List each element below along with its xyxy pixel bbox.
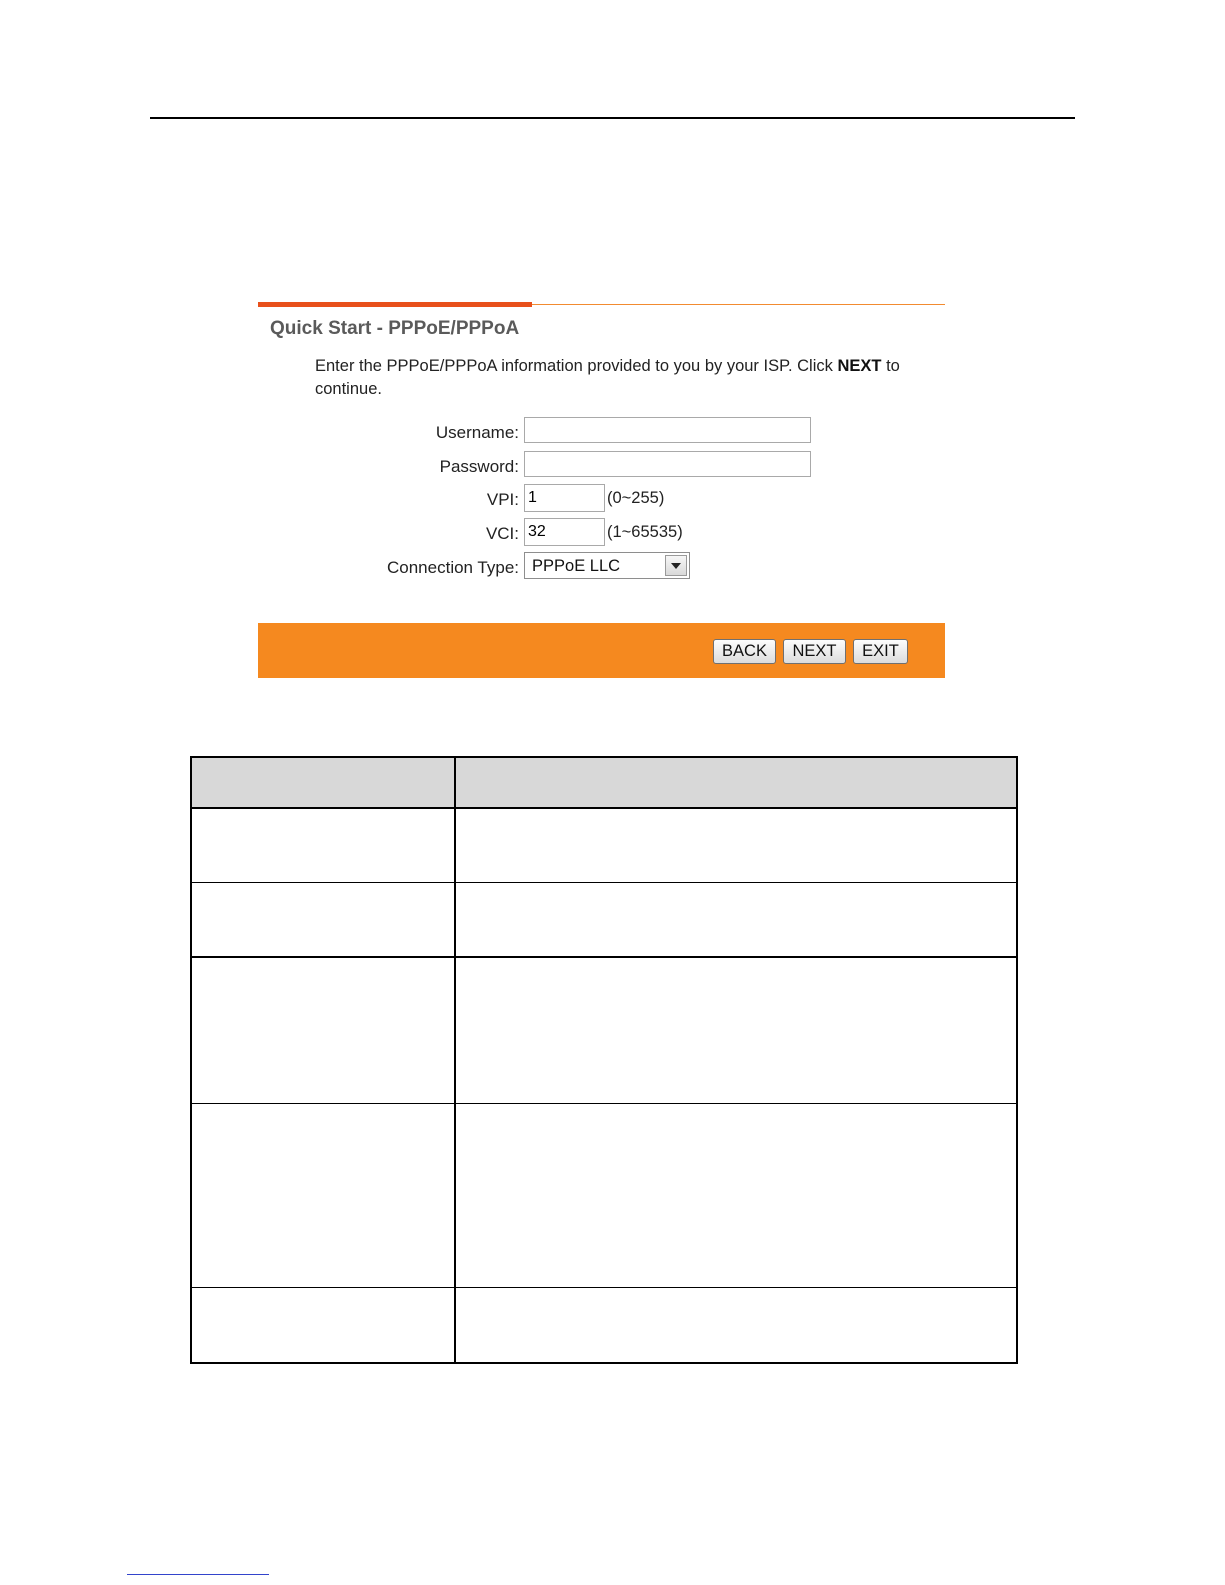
panel-top-tab — [258, 302, 532, 307]
username-label: Username: — [435, 423, 519, 442]
vpi-field[interactable] — [524, 484, 605, 512]
field-description-table — [190, 756, 1018, 1364]
table-border-top — [190, 756, 1018, 758]
table-column-divider — [454, 756, 456, 1364]
intro-text: Enter the PPPoE/PPPoA information provided to you by your ISP. Click — [315, 357, 838, 375]
chevron-down-icon[interactable] — [665, 555, 687, 576]
username-field[interactable] — [524, 417, 811, 443]
vpi-range-hint: (0~255) — [607, 489, 665, 507]
panel-title: Quick Start - PPPoE/PPPoA — [270, 318, 520, 339]
exit-button[interactable]: EXIT — [853, 639, 908, 664]
username-row — [258, 417, 945, 447]
vpi-row — [258, 484, 945, 514]
footer-link-underline — [127, 1574, 269, 1575]
vci-row — [258, 518, 945, 548]
connection-type-select[interactable] — [524, 552, 690, 579]
password-field[interactable] — [524, 451, 811, 477]
vci-range-hint: (1~65535) — [607, 523, 683, 541]
table-row-divider — [190, 956, 1018, 958]
button-bar — [258, 623, 945, 678]
connection-type-label: Connection Type: — [387, 558, 519, 577]
panel-intro — [315, 355, 945, 401]
table-header — [190, 756, 1018, 808]
table-border-left — [190, 756, 192, 1364]
vci-label: VCI: — [485, 524, 519, 543]
table-row-divider — [190, 1103, 1018, 1104]
password-row — [258, 451, 945, 481]
table-row-divider — [190, 882, 1018, 883]
table-row-divider — [190, 1287, 1018, 1288]
back-button[interactable]: BACK — [713, 639, 776, 664]
page-header-rule — [150, 117, 1075, 119]
table-border-bottom — [190, 1362, 1018, 1364]
vci-field[interactable] — [524, 518, 605, 546]
intro-next-keyword: NEXT — [837, 357, 882, 375]
intro-text-end: to continue. — [315, 357, 900, 398]
password-label: Password: — [439, 457, 519, 476]
connection-type-row — [258, 552, 945, 582]
connection-type-value: PPPoE LLC — [532, 557, 621, 575]
table-row-divider — [190, 807, 1018, 809]
vpi-label: VPI: — [486, 490, 519, 509]
quick-start-panel — [258, 300, 945, 678]
table-border-right — [1016, 756, 1018, 1364]
next-button[interactable]: NEXT — [783, 639, 846, 664]
